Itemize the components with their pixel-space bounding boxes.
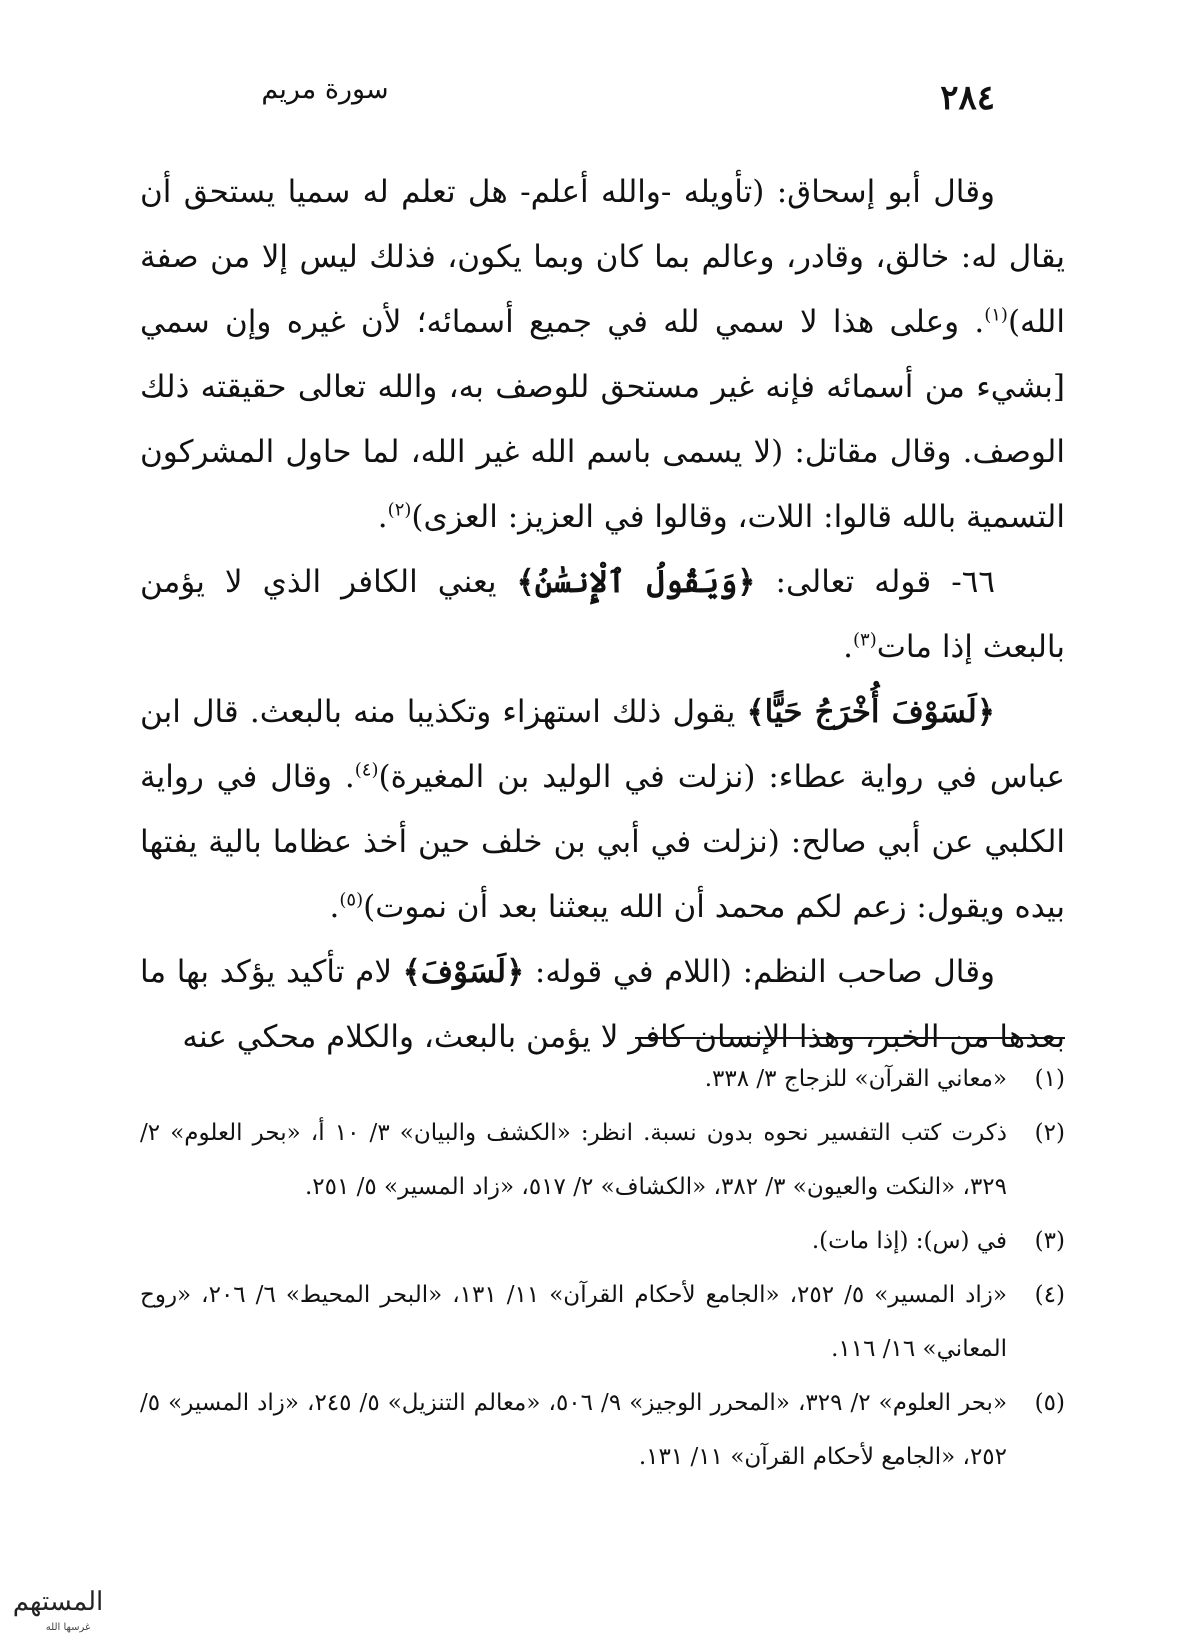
footnote-text: «بحر العلوم» ٢/ ٣٢٩، «المحرر الوجيز» ٩/ ٥٠٦، «معالم التنزيل» ٥/ ٢٤٥، «زاد المسير» ٥/ ٢٥٢، «الجامع لأحكام القرآن» ١١/ ١٣١. bbox=[140, 1390, 1008, 1470]
logo-main-text: المستهم bbox=[12, 1587, 104, 1617]
footnote-text: «معاني القرآن» للزجاج ٣/ ٣٣٨. bbox=[704, 1066, 1007, 1092]
footnote-text: ذكرت كتب التفسير نحوه بدون نسبة. انظر: «الكشف والبيان» ٣/ ١٠ أ، «بحر العلوم» ٢/ ٣٢٩، «النكت والعيون» ٣/ ٣٨٢، «الكشاف» ٢/ ٥١٧، «زاد المسير» ٥/ ٢٥١. bbox=[140, 1120, 1007, 1200]
footnote-divider bbox=[635, 1037, 1065, 1039]
quran-quote: ﴿وَيَقُولُ ٱلْإِنسَٰنُ﴾ bbox=[516, 564, 756, 600]
footnote-number: (٣) bbox=[1034, 1228, 1065, 1254]
text-segment: وقال أبو إسحاق: (تأويله -والله أعلم- هل تعلم له سميا يستحق أن يقال له: خالق، وقادر، وعالم بما كان وبما يكون، فذلك ليس إلا من صفة الله) bbox=[140, 174, 1065, 340]
main-text bbox=[140, 160, 1065, 1070]
text-segment: . bbox=[329, 889, 340, 925]
footnote-ref-3: (٣) bbox=[853, 629, 877, 651]
footnote-ref-5: (٥) bbox=[339, 889, 364, 911]
text-segment: يقول ذلك استهزاء وتكذيبا منه بالبعث. قال ابن عباس في رواية عطاء: (نزلت في الوليد بن المغيرة) bbox=[140, 694, 1065, 795]
text-segment: . وعلى هذا لا سمي لله في جميع أسمائه؛ لأن غيره وإن سمي [بشيء من أسمائه فإنه غير مستحق للوصف به، والله تعالى حقيقته ذلك الوصف. وقال مقاتل: (لا يسمى باسم الله غير الله، لما حاول المشركون التسمية بالله قالوا: اللات، وقالوا في العزيز: العزى) bbox=[140, 304, 1065, 535]
footnote-2 bbox=[140, 1106, 1065, 1214]
quran-quote: ﴿لَسَوْفَ أُخْرَجُ حَيًّا﴾ bbox=[746, 694, 995, 730]
paragraph-1 bbox=[140, 160, 1065, 550]
text-segment: وقال صاحب النظم: (اللام في قوله: bbox=[524, 954, 996, 990]
footnote-1 bbox=[140, 1052, 1065, 1106]
paragraph-3 bbox=[140, 680, 1065, 940]
footnote-text: «زاد المسير» ٥/ ٢٥٢، «الجامع لأحكام القرآن» ١١/ ١٣١، «البحر المحيط» ٦/ ٢٠٦، «روح المعاني» ١٦/ ١١٦. bbox=[140, 1282, 1007, 1362]
text-segment: لام تأكيد يؤكد بها ما بعدها من الخبر، وهذا الإنسان كافر لا يؤمن بالبعث، والكلام محكي عنه bbox=[140, 954, 1065, 1055]
logo-sub-text: غرسها الله bbox=[45, 1622, 91, 1633]
footnote-ref-2: (٢) bbox=[387, 499, 412, 521]
footnote-text: في (س): (إذا مات). bbox=[811, 1228, 1007, 1254]
footnote-number: (٥) bbox=[1034, 1390, 1065, 1416]
page-number: ٢٨٤ bbox=[940, 78, 995, 118]
text-segment: . وقال في رواية الكلبي عن أبي صالح: (نزلت في أبي بن خلف حين أخذ عظاما بالية يفتها بيده ويقول: زعم لكم محمد أن الله يبعثنا بعد أن نموت) bbox=[140, 759, 1065, 925]
paragraph-2 bbox=[140, 550, 1065, 680]
surah-title: سورة مريم bbox=[261, 74, 389, 105]
paragraph-4 bbox=[140, 940, 1065, 1070]
text-segment: . bbox=[377, 499, 388, 535]
footnote-number: (٢) bbox=[1034, 1120, 1065, 1146]
footnote-4 bbox=[140, 1268, 1065, 1376]
footnote-number: (١) bbox=[1034, 1066, 1065, 1092]
footnote-3 bbox=[140, 1214, 1065, 1268]
footnotes bbox=[140, 1052, 1065, 1484]
footnote-ref-4: (٤) bbox=[354, 759, 379, 781]
footnote-number: (٤) bbox=[1034, 1282, 1065, 1308]
text-segment: يعني الكافر الذي لا يؤمن بالبعث إذا مات bbox=[140, 564, 1065, 665]
page-header bbox=[0, 70, 1185, 120]
footnote-5 bbox=[140, 1376, 1065, 1484]
verse-number-label: ٦٦- قوله تعالى: bbox=[755, 564, 995, 600]
quran-quote: ﴿لَسَوْفَ﴾ bbox=[402, 954, 525, 990]
publisher-logo-icon bbox=[8, 1570, 108, 1640]
text-segment: . bbox=[843, 629, 854, 665]
footnote-ref-1: (١) bbox=[984, 304, 1008, 326]
